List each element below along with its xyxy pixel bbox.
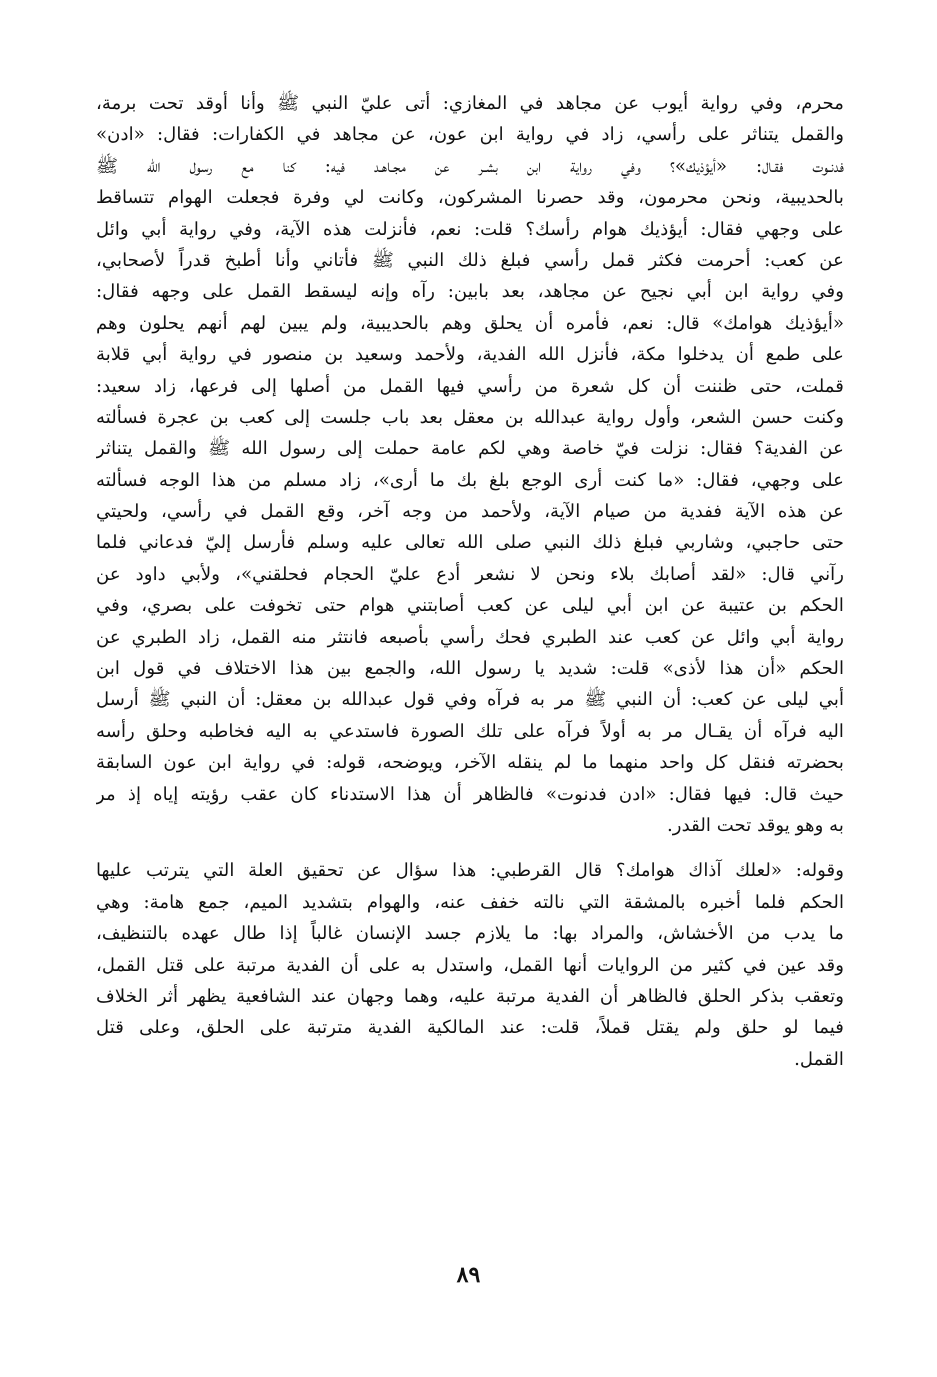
page-number: ٨٩ — [456, 1262, 481, 1288]
text-line: على طمع أن يدخلوا مكة، فأنزل الله الفدية، ولأحمد وسعيد بن منصور في رواية أبي قلابة — [96, 344, 844, 366]
text-line: حتى حاجبي، وشاربي فبلغ ذلك النبي صلى الله تعالى عليه وسلم فأرسل إليّ فدعاني فلما — [96, 532, 844, 554]
text-line: والقمل يتناثر على رأسي، زاد في رواية ابن عون، عن مجاهد في الكفارات: فقال: «ادن» — [96, 124, 844, 146]
text-line: فدنـوت فقـال: «أيؤذيك»؟ وفي رواية ابن بشـر عن مجـاهـد فيه: كنا مع رسول الله ﷺ — [96, 155, 844, 177]
text-line: القمل. — [794, 1048, 844, 1070]
text-line: رواية أبي وائل عن كعب عند الطبري فحك رأسي بأصبعه فانتثر منه القمل، زاد الطبري عن — [96, 626, 844, 648]
text-line: ما يدب من الأخشاش، والمراد بها: ما يلازم جسد الإنسان غالباً إذا طال عهده بالتنظيف، — [96, 923, 844, 945]
text-line: فيما لو حلق ولم يقتل قملاً، قلت: عند المالكية الفدية مترتبة على الحلق، وعلى قتل — [96, 1017, 844, 1039]
paragraph-spacer — [96, 841, 844, 855]
text-line: وكنت حسن الشعر، وأول رواية عبدالله بن معقل بعد باب جلست إلى كعب بن عجرة فسألته — [96, 406, 844, 428]
paragraph-2 — [96, 855, 844, 1075]
text-line: الحكم «أن هذا لأذى» قلت: شديد يا رسول الله، والجمع بين هذا الاختلاف في قول ابن — [96, 658, 844, 680]
text-line: أبي ليلى عن كعب: أن النبي ﷺ مر به فرآه وفي قول عبدالله بن معقل: أن النبي ﷺ أرسل — [96, 689, 844, 711]
text-line: الحكم فلما أخبره بالمشقة التي نالته خفف عنه، والهوام بتشديد الميم، جمع هامة: وهي — [96, 891, 844, 913]
text-line: «أيؤذيك هوامك» قال: نعم، فأمره أن يحلق وهم بالحديبية، ولم يبين لهم أنهم يحلون وهم — [96, 312, 844, 334]
text-line: محرم، وفي رواية أيوب عن مجاهد في المغازي: أتى عليّ النبي ﷺ وأنا أوقد تحت برمة، — [96, 93, 844, 114]
text-line: عن هذه الآية ففدية من صيام الآية، ولأحمد من وجه آخر، وقع القمل في رأسي، ولحيتي — [96, 501, 844, 523]
text-line: حيث قال: فيها فقال: «ادن فدنوت» فالظاهر أن هذا الاستدناء كان عقب رؤيته إياه إذ مر — [96, 783, 844, 805]
text-line: عن كعب: أحرمت فكثر قمل رأسي فبلغ ذلك النبي ﷺ فأتاني وأنا أطبخ قدراً لأصحابي، — [96, 249, 844, 271]
text-line: وتعقب بذكر الحلق فالظاهر أن الفدية مرتبة عليه، وهما وجهان عند الشافعية يظهر أثر الخلاف — [96, 985, 844, 1007]
text-line: الحكم بن عتيبة عن ابن أبي ليلى عن كعب أصابتني هوام حتى تخوفت على بصري، وفي — [96, 595, 844, 617]
text-line: بالحديبية، ونحن محرمون، وقد حصرنا المشركون، وكانت لي وفرة فجعلت الهوام تتساقط — [96, 187, 844, 209]
text-line: وفي رواية ابن أبي نجيح عن مجاهد، بعد بابين: رآه وإنه ليسقط القمل على وجهه فقال: — [96, 281, 844, 303]
text-line: رآني قال: «لقد أصابك بلاء ونحن لا نشعر أدع عليّ الحجام فحلقني»، ولأبي داود عن — [96, 563, 844, 585]
text-line: عن الفدية؟ فقال: نزلت فيّ خاصة وهي لكم عامة حملت إلى رسول الله ﷺ والقمل يتناثر — [96, 438, 844, 460]
text-line: بحضرته فنقل كل واحد منهما ما لم ينقله الآخر، ويوضحه، قوله: في رواية ابن عون السابقة — [96, 752, 844, 774]
text-line: قملت، حتى ظننت أن كل شعرة من رأسي فيها القمل من أصلها إلى فرعها، زاد سعيد: — [96, 375, 844, 397]
text-line: به وهو يوقد تحت القدر. — [667, 814, 844, 836]
document-page — [96, 88, 844, 1328]
text-line: وقد عين في كثير من الروايات أنها القمل، واستدل به على أن الفدية مرتبة على قتل القمل، — [96, 954, 844, 976]
text-line: وقوله: «لعلك آذاك هوامك؟ قال القرطبي: هذا سؤال عن تحقيق العلة التي يترتب عليها — [96, 860, 844, 882]
text-line: على وجهي، فقال: «ما كنت أرى الوجع بلغ بك ما أرى»، زاد مسلم من هذا الوجه فسألته — [96, 469, 844, 491]
text-line: اليه فرآه أن يقـال مر به أولاً فرآه على تلك الصورة فاستدعي به اليه فخاطبه وحلق رأسه — [96, 720, 844, 742]
text-line: على وجهي فقال: أيؤذيك هوام رأسك؟ قلت: نعم، فأنزلت هذه الآية، وفي رواية أبي وائل — [96, 218, 844, 240]
paragraph-1 — [96, 88, 844, 841]
